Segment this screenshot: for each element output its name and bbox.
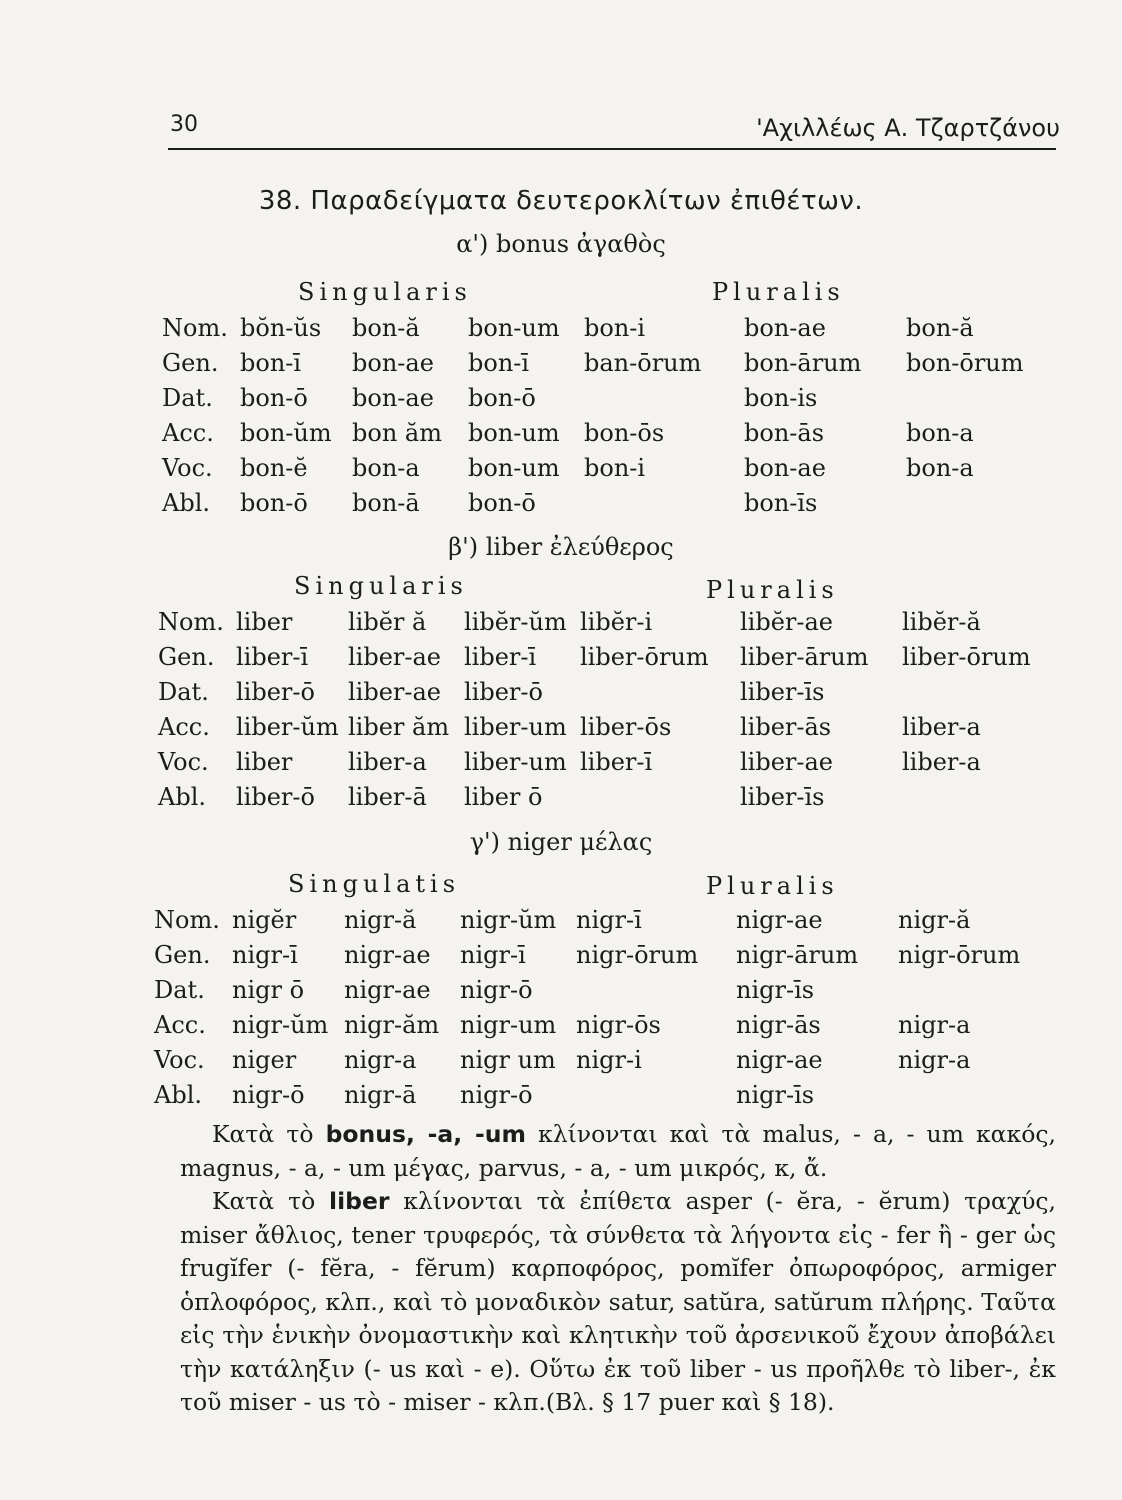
declension-cell-plur-neut: nigr-a (898, 1045, 971, 1074)
declension-cell-plur-fem: bon-īs (744, 488, 818, 517)
block-c-plural-label: Pluralis (706, 872, 839, 900)
block-b-singular-label: Singularis (294, 572, 468, 600)
declension-row (154, 902, 1048, 937)
declension-cell-plur-neut (898, 1077, 1048, 1112)
declension-cell-plur-fem: liber-īs (740, 677, 825, 706)
declension-cell-plur-masc: libĕr-i (580, 607, 653, 636)
declension-cell-plur-fem: libĕr-ae (740, 607, 834, 636)
block-a-plural-label: Pluralis (712, 278, 845, 306)
declension-cell-sing-masc: bon-ī (240, 348, 302, 377)
declension-cell-sing-masc: liber-ō (236, 677, 315, 706)
declension-cell-sing-fem: bon-a (352, 453, 420, 482)
block-c-declension-table (154, 902, 1048, 1112)
declension-cell-sing-fem: bon ăm (352, 418, 442, 447)
declension-cell-sing-masc: liber-ō (236, 782, 315, 811)
declension-cell-plur-neut: bon-a (906, 453, 974, 482)
declension-cell-plur-fem: bon-ae (744, 453, 826, 482)
declension-cell-plur-masc: bon-ōs (584, 418, 665, 447)
block-a-declension-table (162, 310, 1056, 520)
declension-cell-case: Acc. (154, 1010, 206, 1039)
declension-cell-plur-masc (576, 1077, 736, 1112)
declension-cell-sing-masc: liber-ŭm (236, 712, 339, 741)
declension-cell-plur-fem: liber-ae (740, 747, 834, 776)
declension-cell-case: Abl. (162, 488, 210, 517)
declension-cell-case: Gen. (158, 642, 215, 671)
declension-cell-sing-neut: bon-ō (468, 383, 536, 412)
declension-cell-sing-fem: nigr-ā (344, 1080, 417, 1109)
declension-cell-plur-neut: liber-a (902, 712, 981, 741)
declension-row (158, 674, 1052, 709)
declension-cell-plur-masc: liber-ī (580, 747, 653, 776)
declension-row (162, 485, 1056, 520)
declension-cell-plur-masc: nigr-ōrum (576, 940, 699, 969)
declension-cell-sing-neut: bon-ī (468, 348, 530, 377)
declension-cell-plur-neut: bon-ă (906, 313, 974, 342)
paragraph-liber-rest: κλίνονται τὰ ἐπίθετα asper (- ĕra, - ĕrum) τραχύς, miser ἄθλιος, tener τρυφερός, τὰ σύνθετα τὰ λήγοντα εἰς - fer ἢ - ger ὡς frugĭfer (- fĕra, - fĕrum) καρποφόρος, pomĭfer ὀπωροφόρος, armiger ὁπλοφόρος, κλπ., καὶ τὸ μοναδικὸν satur, satŭra, satŭrum πλήρης. Ταῦτα εἰς τὴν ἑνικὴν ὀνομαστικὴν καὶ κλητικὴν τοῦ ἀρσενικοῦ ἔχουν ἀποβάλει τὴν κατάληξιν (- us καὶ - e). Οὕτω ἐκ τοῦ liber - us προῆλθε τὸ liber-, ἐκ τοῦ miser - us τὸ - miser - κλπ.(Βλ. § 17 puer καὶ § 18). (180, 1187, 1056, 1416)
declension-row (154, 1077, 1048, 1112)
block-a-subtitle: α') bonus ἀγαθὸς (456, 230, 666, 258)
declension-cell-sing-neut: liber-ī (464, 642, 537, 671)
declension-cell-case: Dat. (162, 383, 213, 412)
declension-cell-sing-neut: nigr-ī (460, 940, 526, 969)
declension-cell-sing-fem: bon-ae (352, 383, 434, 412)
declension-cell-plur-neut (906, 485, 1056, 520)
declension-cell-plur-fem: nigr-ae (736, 1045, 823, 1074)
declension-row (158, 639, 1052, 674)
paragraph-bonus-term: bonus, -a, -um (325, 1120, 526, 1148)
declension-cell-plur-fem: liber-īs (740, 782, 825, 811)
declension-cell-plur-neut: bon-a (906, 418, 974, 447)
declension-row (162, 380, 1056, 415)
declension-cell-plur-fem: bon-ārum (744, 348, 862, 377)
declension-cell-sing-fem: bon-ā (352, 488, 420, 517)
declension-cell-plur-neut: nigr-a (898, 1010, 971, 1039)
declension-cell-sing-neut: liber-ō (464, 677, 543, 706)
declension-cell-plur-neut (902, 779, 1052, 814)
declension-row (158, 779, 1052, 814)
declension-row (154, 937, 1048, 972)
declension-cell-sing-masc: nigr-ō (232, 1080, 305, 1109)
declension-row (154, 972, 1048, 1007)
block-b-plural-label: Pluralis (706, 576, 839, 604)
declension-cell-case: Voc. (158, 747, 209, 776)
declension-cell-plur-masc: liber-ōs (580, 712, 672, 741)
declension-cell-sing-neut: liber-um (464, 712, 567, 741)
declension-cell-sing-neut: liber-um (464, 747, 567, 776)
declension-cell-plur-fem: nigr-ārum (736, 940, 859, 969)
paragraph-bonus-rest: κλίνονται καὶ τὰ malus, - a, - um κακός, magnus, - a, - um μέγας, parvus, - a, - um μικρός, κ, ἄ. (180, 1120, 1056, 1182)
paragraph-liber-term: liber (329, 1187, 390, 1215)
declension-cell-sing-masc: nigr-ŭm (232, 1010, 329, 1039)
declension-cell-case: Gen. (162, 348, 219, 377)
declension-cell-plur-fem: nigr-īs (736, 975, 815, 1004)
declension-cell-plur-masc: ban-ōrum (584, 348, 702, 377)
declension-cell-sing-fem: liber ăm (348, 712, 450, 741)
declension-cell-sing-masc: bon-ō (240, 488, 308, 517)
declension-cell-plur-fem: bon-is (744, 383, 818, 412)
declension-cell-sing-masc: niger (232, 1045, 297, 1074)
paragraph-liber-lead: Κατὰ τὸ (212, 1187, 316, 1215)
declension-cell-plur-masc: liber-ōrum (580, 642, 709, 671)
declension-cell-sing-masc: nigr-ī (232, 940, 298, 969)
declension-cell-plur-masc (584, 380, 744, 415)
declension-cell-plur-neut: nigr-ă (898, 905, 971, 934)
block-b-subtitle: β') liber ἐλεύθερος (448, 533, 674, 561)
declension-cell-sing-masc: bon-ĕ (240, 453, 308, 482)
declension-cell-plur-masc (584, 485, 744, 520)
declension-cell-sing-fem: liber-ae (348, 642, 442, 671)
paragraph-liber (180, 1185, 1056, 1420)
declension-cell-sing-masc: bon-ō (240, 383, 308, 412)
declension-cell-sing-neut: liber ō (464, 782, 543, 811)
declension-cell-plur-masc: nigr-ī (576, 905, 642, 934)
declension-cell-case: Nom. (154, 905, 220, 934)
declension-cell-sing-fem: nigr-ă (344, 905, 417, 934)
declension-cell-case: Abl. (154, 1080, 202, 1109)
declension-row (158, 744, 1052, 779)
page-number: 30 (170, 112, 198, 137)
declension-cell-plur-neut: nigr-ōrum (898, 940, 1021, 969)
declension-cell-plur-fem: bon-ae (744, 313, 826, 342)
declension-cell-case: Acc. (162, 418, 214, 447)
declension-cell-sing-fem: nigr-a (344, 1045, 417, 1074)
declension-cell-plur-masc: nigr-ōs (576, 1010, 661, 1039)
declension-cell-case: Abl. (158, 782, 206, 811)
declension-row (162, 345, 1056, 380)
declension-cell-sing-fem: bon-ă (352, 313, 420, 342)
declension-cell-sing-fem: nigr-ae (344, 940, 431, 969)
paragraph-bonus (180, 1118, 1056, 1185)
declension-cell-plur-neut: bon-ōrum (906, 348, 1024, 377)
declension-row (154, 1007, 1048, 1042)
declension-cell-sing-neut: bon-um (468, 313, 560, 342)
declension-cell-sing-masc: liber (236, 747, 293, 776)
declension-cell-case: Nom. (162, 313, 228, 342)
block-c-singular-label: Singulatis (288, 870, 461, 898)
declension-cell-sing-fem: nigr-ăm (344, 1010, 440, 1039)
header-rule (168, 148, 1056, 150)
declension-cell-plur-neut: libĕr-ă (902, 607, 981, 636)
declension-cell-plur-masc: nigr-i (576, 1045, 642, 1074)
declension-cell-sing-fem: libĕr ă (348, 607, 427, 636)
declension-cell-plur-neut (906, 380, 1056, 415)
declension-cell-sing-neut: nigr-um (460, 1010, 557, 1039)
block-a-singular-label: Singularis (298, 278, 472, 306)
declension-cell-plur-fem: nigr-ās (736, 1010, 821, 1039)
block-c-subtitle: γ') niger μέλας (469, 828, 653, 856)
declension-cell-sing-fem: bon-ae (352, 348, 434, 377)
declension-row (162, 310, 1056, 345)
declension-cell-plur-fem: nigr-īs (736, 1080, 815, 1109)
declension-cell-sing-neut: bon-ō (468, 488, 536, 517)
declension-cell-sing-masc: liber (236, 607, 293, 636)
declension-cell-sing-fem: liber-ae (348, 677, 442, 706)
declension-cell-plur-fem: bon-ās (744, 418, 825, 447)
declension-cell-sing-fem: liber-a (348, 747, 427, 776)
declension-cell-sing-fem: liber-ā (348, 782, 427, 811)
section-title: 38. Παραδείγματα δευτεροκλίτων ἐπιθέτων. (258, 186, 864, 216)
declension-cell-plur-fem: liber-ārum (740, 642, 869, 671)
declension-cell-plur-neut: liber-a (902, 747, 981, 776)
declension-cell-plur-masc: bon-i (584, 453, 646, 482)
declension-cell-plur-masc: bon-i (584, 313, 646, 342)
declension-cell-sing-neut: nigr-ō (460, 975, 533, 1004)
declension-cell-case: Voc. (154, 1045, 205, 1074)
declension-row (162, 450, 1056, 485)
declension-cell-sing-masc: bŏn-ŭs (240, 313, 322, 342)
declension-cell-sing-masc: nigĕr (232, 905, 297, 934)
declension-cell-plur-fem: nigr-ae (736, 905, 823, 934)
declension-cell-sing-masc: nigr ō (232, 975, 305, 1004)
declension-row (158, 604, 1052, 639)
block-b-declension-table (158, 604, 1052, 814)
declension-cell-plur-neut: liber-ōrum (902, 642, 1031, 671)
paragraph-bonus-lead: Κατὰ τὸ (212, 1120, 314, 1148)
declension-cell-case: Gen. (154, 940, 211, 969)
declension-cell-sing-neut: nigr-ŭm (460, 905, 557, 934)
declension-cell-sing-masc: bon-ŭm (240, 418, 332, 447)
declension-cell-sing-neut: nigr-ō (460, 1080, 533, 1109)
declension-cell-plur-neut (898, 972, 1048, 1007)
declension-cell-plur-masc (580, 779, 740, 814)
declension-cell-plur-masc (580, 674, 740, 709)
declension-cell-sing-neut: bon-um (468, 418, 560, 447)
declension-cell-sing-neut: bon-um (468, 453, 560, 482)
running-head: 'Αχιλλέως Α. Τζαρτζάνου (756, 114, 1060, 142)
declension-cell-plur-fem: liber-ās (740, 712, 832, 741)
declension-row (158, 709, 1052, 744)
declension-cell-plur-neut (902, 674, 1052, 709)
declension-cell-case: Dat. (158, 677, 209, 706)
declension-row (162, 415, 1056, 450)
explanatory-text (180, 1118, 1056, 1420)
declension-cell-case: Nom. (158, 607, 224, 636)
declension-cell-sing-neut: libĕr-ŭm (464, 607, 567, 636)
declension-cell-sing-neut: nigr um (460, 1045, 556, 1074)
declension-row (154, 1042, 1048, 1077)
declension-cell-case: Voc. (162, 453, 213, 482)
declension-cell-sing-masc: liber-ī (236, 642, 309, 671)
declension-cell-case: Acc. (158, 712, 210, 741)
declension-cell-sing-fem: nigr-ae (344, 975, 431, 1004)
declension-cell-case: Dat. (154, 975, 205, 1004)
declension-cell-plur-masc (576, 972, 736, 1007)
